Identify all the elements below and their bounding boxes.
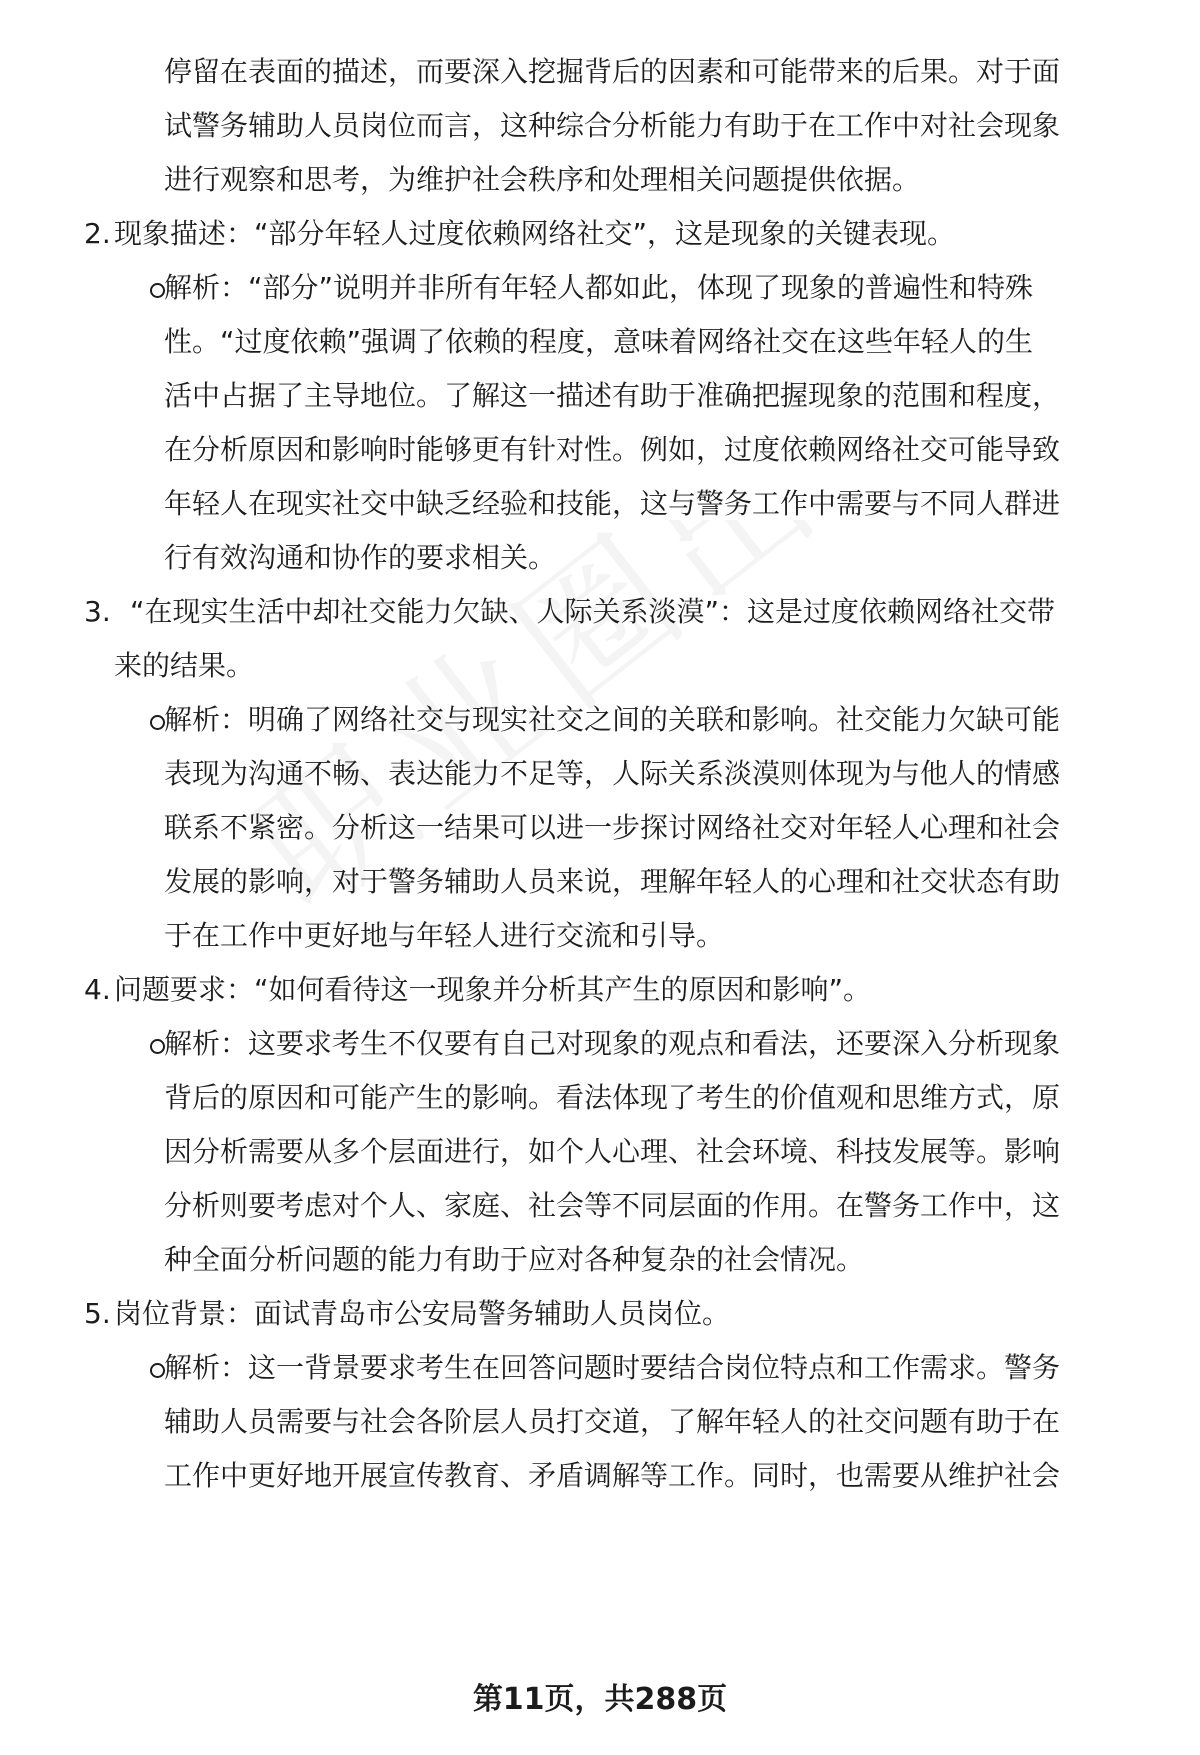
analysis-line: 解析：这一背景要求考生在回答问题时要结合岗位特点和工作需求。警务 [164, 1351, 1061, 1384]
text-line: 进行观察和思考，为维护社会秩序和处理相关问题提供依据。 [164, 163, 921, 196]
text-line: 停留在表面的描述，而要深入挖掘背后的因素和可能带来的后果。对于面 [164, 55, 1061, 88]
analysis-line: 种全面分析问题的能力有助于应对各种复杂的社会情况。 [164, 1243, 865, 1276]
analysis-line: 联系不紧密。分析这一结果可以进一步探讨网络社交对年轻人心理和社会 [164, 811, 1061, 844]
bullet-icon [150, 1363, 165, 1378]
analysis-line: 解析：“部分”说明并非所有年轻人都如此，体现了现象的普遍性和特殊 [164, 271, 1034, 304]
analysis-line: 活中占据了主导地位。了解这一描述有助于准确把握现象的范围和程度， [164, 379, 1061, 412]
analysis-line: 辅助人员需要与社会各阶层人员打交道，了解年轻人的社交问题有助于在 [164, 1405, 1061, 1438]
bullet-icon [150, 1039, 165, 1054]
text-line: 试警务辅助人员岗位而言，这种综合分析能力有助于在工作中对社会现象 [164, 109, 1061, 142]
analysis-line: 性。“过度依赖”强调了依赖的程度，意味着网络社交在这些年轻人的生 [164, 325, 1034, 358]
item-number: 2. [84, 217, 111, 250]
item-heading: “在现实生活中却社交能力欠缺、人际关系淡漠”：这是过度依赖网络社交带 [130, 595, 1056, 628]
analysis-line: 分析则要考虑对个人、家庭、社会等不同层面的作用。在警务工作中，这 [164, 1189, 1061, 1222]
page-number-footer: 第11页，共288页 [472, 1682, 728, 1717]
bullet-icon [150, 715, 165, 730]
item-number: 4. [84, 973, 111, 1006]
item-number: 3. [84, 595, 111, 628]
analysis-line: 在分析原因和影响时能够更有针对性。例如，过度依赖网络社交可能导致 [164, 433, 1061, 466]
item-heading: 现象描述：“部分年轻人过度依赖网络社交”，这是现象的关键表现。 [114, 217, 956, 250]
bullet-icon [150, 283, 165, 298]
analysis-line: 因分析需要从多个层面进行，如个人心理、社会环境、科技发展等。影响 [164, 1135, 1061, 1168]
item-number: 5. [84, 1297, 111, 1330]
analysis-line: 表现为沟通不畅、表达能力不足等，人际关系淡漠则体现为与他人的情感 [164, 757, 1061, 790]
analysis-line: 解析：这要求考生不仅要有自己对现象的观点和看法，还要深入分析现象 [164, 1027, 1061, 1060]
analysis-line: 工作中更好地开展宣传教育、矛盾调解等工作。同时，也需要从维护社会 [164, 1459, 1061, 1492]
analysis-line: 背后的原因和可能产生的影响。看法体现了考生的价值观和思维方式，原 [164, 1081, 1061, 1114]
analysis-line: 发展的影响，对于警务辅助人员来说，理解年轻人的心理和社交状态有助 [164, 865, 1061, 898]
analysis-line: 行有效沟通和协作的要求相关。 [164, 541, 557, 574]
analysis-line: 年轻人在现实社交中缺乏经验和技能，这与警务工作中需要与不同人群进 [164, 487, 1061, 520]
analysis-line: 于在工作中更好地与年轻人进行交流和引导。 [164, 919, 725, 952]
item-heading: 来的结果。 [114, 649, 255, 682]
item-heading: 问题要求：“如何看待这一现象并分析其产生的原因和影响”。 [114, 973, 872, 1006]
analysis-line: 解析：明确了网络社交与现实社交之间的关联和影响。社交能力欠缺可能 [164, 703, 1061, 736]
item-heading: 岗位背景：面试青岛市公安局警务辅助人员岗位。 [114, 1297, 731, 1330]
